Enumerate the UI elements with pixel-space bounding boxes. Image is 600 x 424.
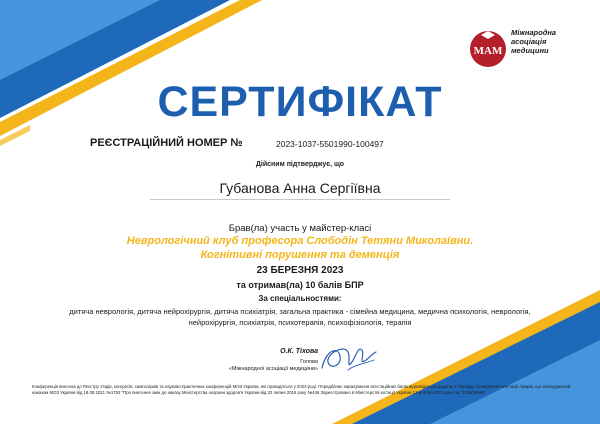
specialties-label: За спеціальностями:: [258, 294, 342, 303]
event-date: 23 БЕРЕЗНЯ 2023: [256, 265, 344, 276]
footer-legal-text: Конференція внесена до Реєстру з'їздів, конгресів, симпозіумів та науково-практичних конференцій МОЗ України, які проводяться у 2023 році. Передбачає нарахування атестаційних балів відповідно до додатку 4 Порядку проведення атестації лікарів, що затверджений наказом МОЗ України від 18.08.2021 №1753 "Про внесення змін до наказу Міністерства охорони здоров'я України від 22 липня 2019 року №446 Зареєстровано в Міністерстві юстиції України 13 жовтня 2021 року за "1338/36960": [32, 384, 571, 395]
recipient-name: Губанова Анна Сергіївна: [219, 180, 381, 196]
event-title-line2: Когнітивні порушення та деменція: [200, 249, 400, 261]
org-name-line2: асоціація: [511, 37, 547, 46]
signer-role-line1: Голова: [300, 359, 318, 365]
registration-number: 2023-1037-5501990-100497: [276, 139, 384, 149]
recipient-underline: [150, 199, 450, 200]
event-title-line1: Неврологічний клуб професора Слободін Тетяни Миколаївни.: [126, 235, 474, 247]
confirmation-text: Дійсним підтверджує, що: [255, 161, 345, 168]
organization-name: [511, 28, 556, 55]
registration-label: РЕЄСТРАЦІЙНИЙ НОМЕР №: [90, 137, 243, 149]
org-name-line1: Міжнародна: [511, 28, 557, 37]
signer-name: О.К. Тіхова: [280, 348, 318, 355]
points-received: та отримав(ла) 10 балів БПР: [236, 280, 364, 290]
specialties-line2: нейрохірургія, психіатрія, психотерапія, психофізіологія, терапія: [188, 318, 412, 327]
signer-role-line2: «Міжнародної асоціації медицини»: [228, 366, 318, 372]
certificate-title: СЕРТИФІКАТ: [157, 78, 443, 126]
participation-text: Брав(ла) участь у майстер-класі: [228, 223, 372, 234]
handwritten-signature: [318, 340, 378, 376]
mam-logo: [468, 28, 508, 68]
specialties-line1: дитяча неврологія, дитяча нейрохірургія, дитяча психіатрія, загальна практика - сімейна медицина, медична психологія, неврологія,: [69, 307, 531, 316]
org-name-line3: медицини: [511, 46, 549, 55]
svg-text:МАМ: МАМ: [473, 45, 503, 57]
